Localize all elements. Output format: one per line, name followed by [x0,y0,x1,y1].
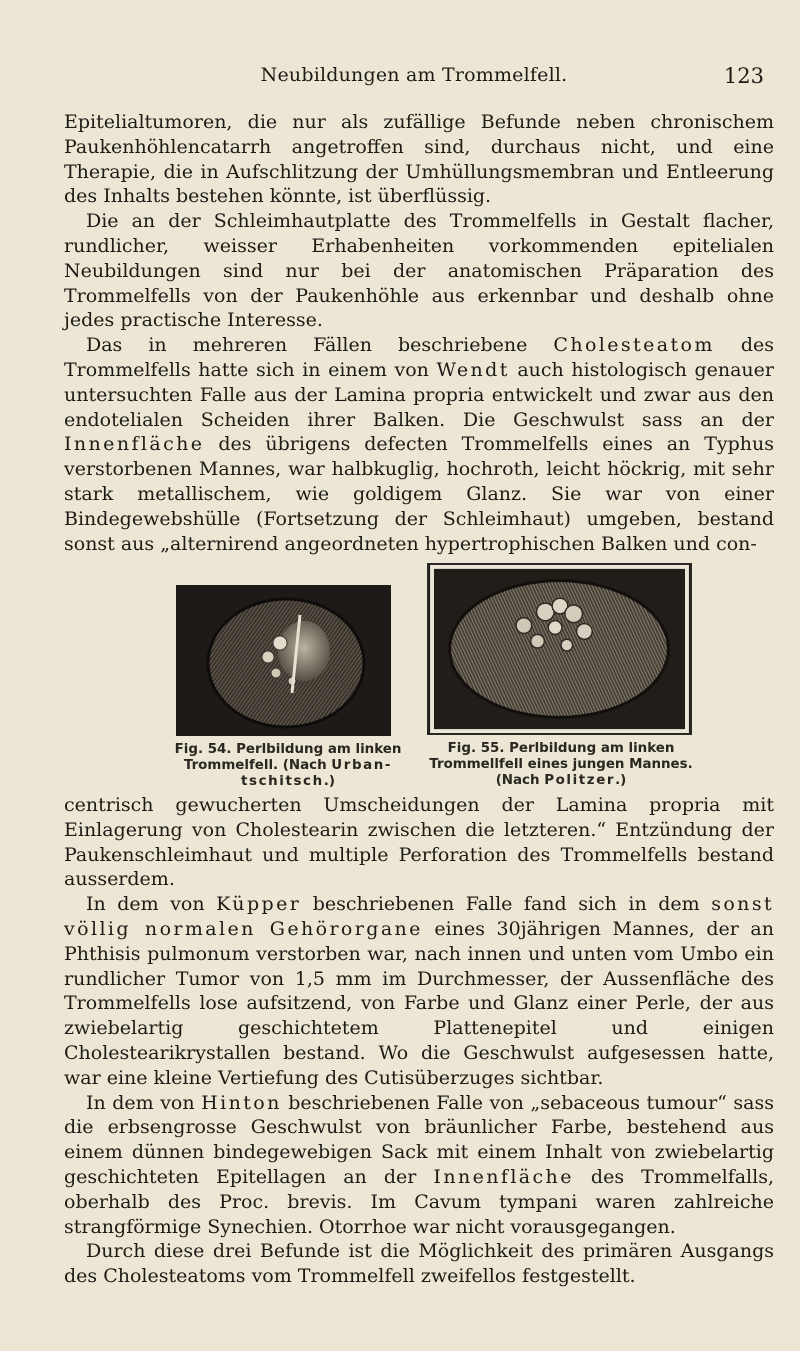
caption-end: .) [323,774,335,789]
term-innenflaeche: Innenfläche [64,433,205,456]
figure-55-illustration [427,563,692,735]
author-kuepper: Küpper [216,893,302,916]
paragraph-5 [64,892,774,1090]
author-wendt: Wendt [436,358,510,381]
author-hinton: Hinton [201,1091,282,1114]
text-run: Das in mehreren Fällen beschriebene [86,334,528,357]
caption-author: Politzer [544,773,616,788]
paragraph-7: Durch diese drei Befunde ist die Möglichkeit des primären Ausgangs des Cholesteatoms vom Trommelfell zweifellos festgestellt. [64,1240,774,1288]
text-run: des Trommelfalls, oberhalb des Proc. brevis. Im Cavum tympani waren zahlreiche strangförmige Synechien. Otorrhoe war nicht vorausgegangen. [64,1165,774,1238]
paragraph-6 [64,1091,774,1240]
figure-54 [162,563,414,790]
paragraph-1: Epitelialtumoren, die nur als zufällige Befunde neben chronischem Paukenhöhlencatarrh angetroffen sind, durchaus nicht, und eine Therapie, die in Aufschlitzung der Umhüllungsmembran und Entleerung des Inhalts bestehen könnte, ist überflüssig. [64,111,774,208]
text-block-bottom [64,793,774,1289]
text-run: beschriebenen Falle von „sebaceous tumour“ sass die erbsengrosse Geschwulst von bräunlicher Farbe, bestehend aus einem dünnen bindegewebigen Sack mit einem Inhalt von zwiebelartig geschichteten Epitellagen an der [64,1091,774,1188]
figure-54-illustration [176,585,391,736]
paragraph-3 [64,333,774,556]
text-run: auch histologisch genauer untersuchten Falle aus der Lamina propria entwickelt und zwar aus den endotelialen Scheiden ihrer Balken. Die Geschwulst sass an der [64,358,774,431]
emphasis-normal-organ: sonst völlig normalen Gehörorgane [64,893,774,940]
term-cholesteatom: Cholesteatom [553,334,715,357]
figure-55 [422,563,700,789]
figure-54-caption [162,742,414,790]
figures-row [64,563,774,789]
text-block-top [64,110,774,556]
paragraph-4: centrisch gewucherten Umscheidungen der Lamina propria mit Einlagerung von Cholestearin zwischen die letzteren.“ Entzündung der Paukenschleimhaut und multiple Perforation des Trommelfells bestand ausserdem. [64,794,774,891]
caption-end: .) [615,773,627,788]
text-run: eines 30jährigen Mannes, der an Phthisis pulmonum verstorben war, nach innen und unten vom Umbo ein rundlicher Tumor von 1,5 mm im Durchmesser, der Aussenfläche des Trommelfells lose aufsitzend, von Farbe und Glanz einer Perle, der aus zwiebelartig geschichtetem Plattenepitel und einigen Cholestearikrystallen bestand. Wo die Geschwulst aufgesessen hatte, war eine kleine Vertiefung des Cutisüberzuges sichtbar. [64,917,774,1089]
text-run: beschriebenen Falle fand sich in dem [312,893,700,916]
paragraph-2: Die an der Schleimhautplatte des Trommelfells in Gestalt flacher, rundlicher, weisser Erhabenheiten vorkommenden epitelialen Neubildungen sind nur bei der anatomischen Präparation des Trommelfells von der Paukenhöhle aus erkennbar und deshalb ohne jedes practische Interesse. [64,210,774,332]
running-title: Neubildungen am Trommelfell. [260,64,568,86]
running-head [64,64,764,92]
page-number: 123 [723,64,764,88]
text-run: des übrigens defecten Trommelfells eines an Typhus verstorbenen Mannes, war halbkuglig, hochroth, leicht höckrig, mit sehr stark metallischem, wie goldigem Glanz. Sie war von einer Bindegewebshülle (Fortsetzung der Schleimhaut) umgeben, bestand sonst aus „alternirend angeordneten hypertrophischen Balken und con- [64,433,774,555]
text-run: des Trommelfells hatte sich in einem von [64,334,774,381]
caption-author: Urban-tschitsch [241,758,393,789]
term-innenflaeche: Innenfläche [433,1165,574,1188]
figure-55-caption [422,741,700,789]
caption-text: Fig. 54. Perlbildung am linken Trommelfell. (Nach [174,742,402,773]
text-run: In dem von [86,893,205,916]
caption-text: Fig. 55. Perlbildung am linken Trommellfell eines jungen Mannes. (Nach [429,741,693,788]
text-run: In dem von [86,1091,195,1114]
